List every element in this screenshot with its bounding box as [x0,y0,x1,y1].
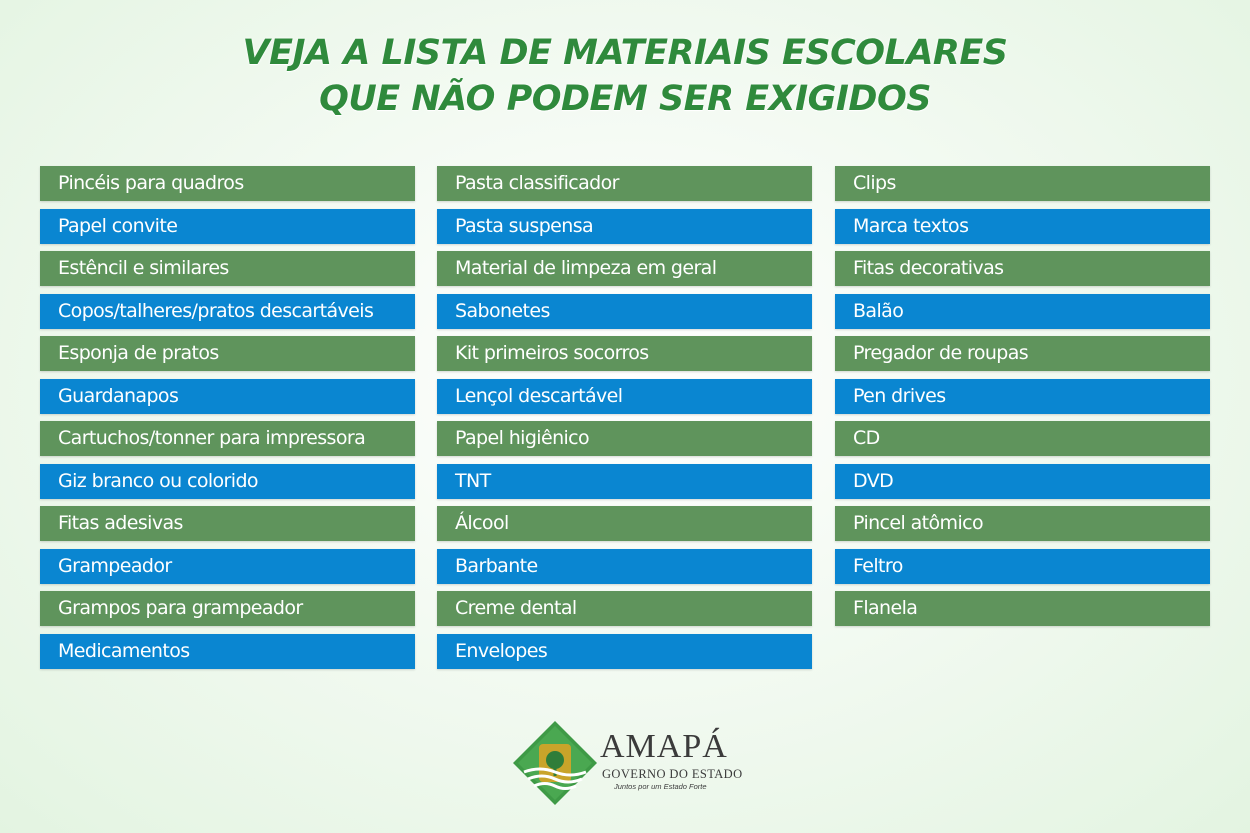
material-item: Envelopes [437,634,812,669]
material-item: Marca textos [835,209,1210,244]
amapa-emblem-icon [512,720,598,806]
material-item: Creme dental [437,591,812,626]
material-item: Balão [835,294,1210,329]
materials-column-3 [835,166,1210,634]
material-item: Barbante [437,549,812,584]
material-item: Esponja de pratos [40,336,415,371]
material-item: DVD [835,464,1210,499]
title-line-1: VEJA A LISTA DE MATERIAIS ESCOLARES [242,33,1008,73]
material-item: Papel convite [40,209,415,244]
material-item: CD [835,421,1210,456]
material-item: Pincel atômico [835,506,1210,541]
material-item: Giz branco ou colorido [40,464,415,499]
material-item: Flanela [835,591,1210,626]
material-item: Fitas decorativas [835,251,1210,286]
logo-slogan: Juntos por um Estado Forte [614,782,707,791]
material-item: Fitas adesivas [40,506,415,541]
material-item: Pen drives [835,379,1210,414]
materials-column-2 [437,166,812,676]
material-item: Guardanapos [40,379,415,414]
material-item: Cartuchos/tonner para impressora [40,421,415,456]
material-item: Pasta classificador [437,166,812,201]
material-item: Material de limpeza em geral [437,251,812,286]
material-item: Pincéis para quadros [40,166,415,201]
material-item: Pregador de roupas [835,336,1210,371]
material-item: Álcool [437,506,812,541]
page-title [0,30,1250,122]
logo-name: AMAPÁ [600,728,728,765]
material-item: Estêncil e similares [40,251,415,286]
amapa-logo [512,720,752,810]
material-item: Sabonetes [437,294,812,329]
material-item: Papel higiênico [437,421,812,456]
material-item: Grampeador [40,549,415,584]
material-item: Lençol descartável [437,379,812,414]
material-item: Medicamentos [40,634,415,669]
material-item: Copos/talheres/pratos descartáveis [40,294,415,329]
material-item: Kit primeiros socorros [437,336,812,371]
title-line-2: QUE NÃO PODEM SER EXIGIDOS [319,79,931,119]
material-item: Grampos para grampeador [40,591,415,626]
materials-column-1 [40,166,415,676]
logo-subtitle: GOVERNO DO ESTADO [602,767,743,781]
material-item: Clips [835,166,1210,201]
material-item: Pasta suspensa [437,209,812,244]
material-item: Feltro [835,549,1210,584]
material-item: TNT [437,464,812,499]
